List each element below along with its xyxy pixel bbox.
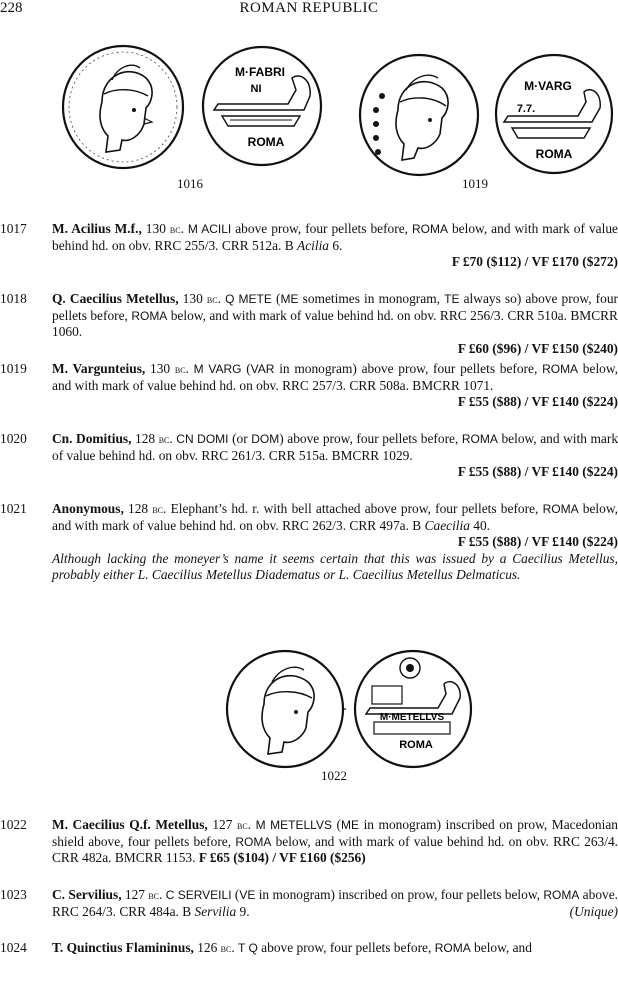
catalog-entry: 1022 M. Caecilius Q.f. Metellus, 127 bc. M METELLVS (ME in monogram) inscribed on prow, Macedonian shield above, four pellets before, ROMA below, and with mark of value behind hd. on obv. RRC 263/4. CRR 482a. BMCRR 1153. F £65 ($104) / VF £160 ($256) (0, 817, 618, 866)
coin-1019-obverse (356, 52, 482, 178)
legend: M METELLVS (255, 818, 332, 832)
catalog-entry: 1023 C. Servilius, 127 bc. C SERVEILI (VE in monogram) inscribed on prow, four pellets below, ROMA above. RRC 264/3. CRR 484a. B Servilia 9. (Unique) (0, 887, 618, 919)
coin-1016-reverse (200, 44, 324, 168)
catalog-entry: 1019 M. Vargunteius, 130 bc. M VARG (VAR in monogram) above prow, four pellets before, ROMA below, and with mark of value behind hd. on obv. RRC 257/3. CRR 508a. BMCRR 1071. F £55 ($88) / VF £140 ($224) (0, 361, 618, 410)
price: (Unique) (569, 903, 618, 919)
legend: Q METE (225, 292, 272, 306)
coin-legend-mid: 7.7. (516, 103, 536, 115)
legend: CN DOMI (176, 432, 229, 446)
legend: T Q (238, 941, 258, 955)
page-header (0, 0, 618, 22)
entry-number: 1019 (0, 361, 27, 376)
legend: ME (280, 292, 299, 306)
price: F £55 ($88) / VF £140 ($224) (457, 464, 618, 480)
catalog-entry: 1020 Cn. Domitius, 128 bc. CN DOMI (or DOM) above prow, four pellets before, ROMA below, and with mark of value behind hd. on obv. RRC 261/3. CRR 515a. BMCRR 1029. F £55 ($88) / VF £140 ($224) (0, 431, 618, 480)
entry-number: 1020 (0, 431, 27, 446)
coin-legend-bottom: ROMA (399, 739, 433, 751)
coin-1019-reverse (492, 52, 616, 176)
entry-note: Although lacking the moneyer’s name it seems certain that this was issued by a Caecilius Metellus, probably either L. Caecilius Metellus Diadematus or L. Caecilius Metellus Delmaticus. (52, 550, 618, 583)
legend: ROMA (542, 502, 579, 516)
catalog-entry: 1021 Anonymous, 128 bc. Elephant’s hd. r. with bell attached above prow, four pellets before, ROMA below, and with mark of value behind hd. on obv. RRC 262/3. CRR 497a. B Caecilia 40. F £55 ($88) / VF £140 ($224) Although lacking the moneyer’s name it seems certain that this was issued by a Caecilius Metellus, probably either L. Caecilius Metellus Diadematus or L. Caecilius Metellus Delmaticus. (0, 501, 618, 583)
legend: VE (239, 888, 256, 902)
entry-number: 1018 (0, 291, 27, 306)
price: F £70 ($112) / VF £170 ($272) (451, 254, 618, 270)
legend: ROMA (411, 222, 448, 236)
legend: ROMA (235, 834, 272, 849)
coin-legend-top: M·VARG (524, 79, 572, 93)
coin-1016-obverse (60, 44, 186, 170)
figure-caption-1022: 1022 (321, 768, 347, 783)
running-title: ROMAN REPUBLIC (239, 0, 379, 16)
coin-legend-top: M·METELLVS (379, 712, 445, 723)
moneyer-name: Anonymous, (52, 501, 124, 516)
catalog-entry: 1018 Q. Caecilius Metellus, 130 bc. Q METE (ME sometimes in monogram, TE always so) above prow, four pellets before, ROMA below, and with mark of value behind hd. on obv. RRC 256/3. CRR 510a. BMCRR 1060. F £60 ($96) / VF £150 ($240) (0, 291, 618, 356)
price: F £55 ($88) / VF £140 ($224) (457, 394, 618, 410)
legend: ROMA (543, 888, 580, 902)
legend: C SERVEILI (165, 888, 232, 902)
legend: ME (341, 818, 359, 832)
legend: ROMA (434, 941, 471, 955)
entry-number: 1024 (0, 940, 27, 955)
moneyer-name: M. Acilius M.f., (52, 221, 142, 236)
entry-number: 1023 (0, 887, 27, 902)
entry-number: 1022 (0, 817, 27, 832)
moneyer-name: C. Servilius, (52, 887, 122, 902)
legend: TE (444, 292, 460, 306)
legend: ROMA (131, 308, 168, 323)
price: F £60 ($96) / VF £150 ($240) (457, 340, 618, 356)
moneyer-name: M. Caecilius Q.f. Metellus, (52, 817, 208, 832)
legend: M VARG (193, 362, 242, 376)
catalog-entry: 1024 T. Quinctius Flamininus, 126 bc. T Q above prow, four pellets before, ROMA below, and (0, 940, 532, 955)
coin-legend-mid: NI (250, 83, 262, 95)
coin-1022-obverse (224, 648, 346, 770)
coin-legend-top: M·FABRI (235, 65, 285, 79)
catalog-entry: 1017 M. Acilius M.f., 130 bc. M ACILI above prow, four pellets before, ROMA below, and with mark of value behind hd. on obv. RRC 255/3. CRR 512a. B Acilia 6. F £70 ($112) / VF £170 ($272) (0, 221, 618, 270)
legend: DOM (251, 432, 280, 446)
legend: VAR (250, 362, 275, 376)
legend: ROMA (542, 362, 579, 376)
coin-legend-bottom: ROMA (247, 135, 285, 149)
moneyer-name: M. Vargunteius, (52, 361, 146, 376)
moneyer-name: T. Quinctius Flamininus, (52, 940, 194, 955)
coin-legend-bottom: ROMA (535, 147, 573, 161)
moneyer-name: Q. Caecilius Metellus, (52, 291, 179, 306)
price: F £65 ($104) / VF £160 ($256) (198, 850, 366, 866)
page-number: 228 (0, 0, 23, 16)
legend: M ACILI (187, 222, 232, 236)
coin-1022-reverse (352, 648, 474, 770)
figure-caption-1019: 1019 (462, 176, 488, 191)
entry-number: 1021 (0, 501, 27, 516)
figure-caption-1016: 1016 (177, 176, 203, 191)
moneyer-name: Cn. Domitius, (52, 431, 132, 446)
legend: ROMA (461, 432, 498, 446)
price: F £55 ($88) / VF £140 ($224) (457, 534, 618, 550)
entry-number: 1017 (0, 221, 27, 236)
